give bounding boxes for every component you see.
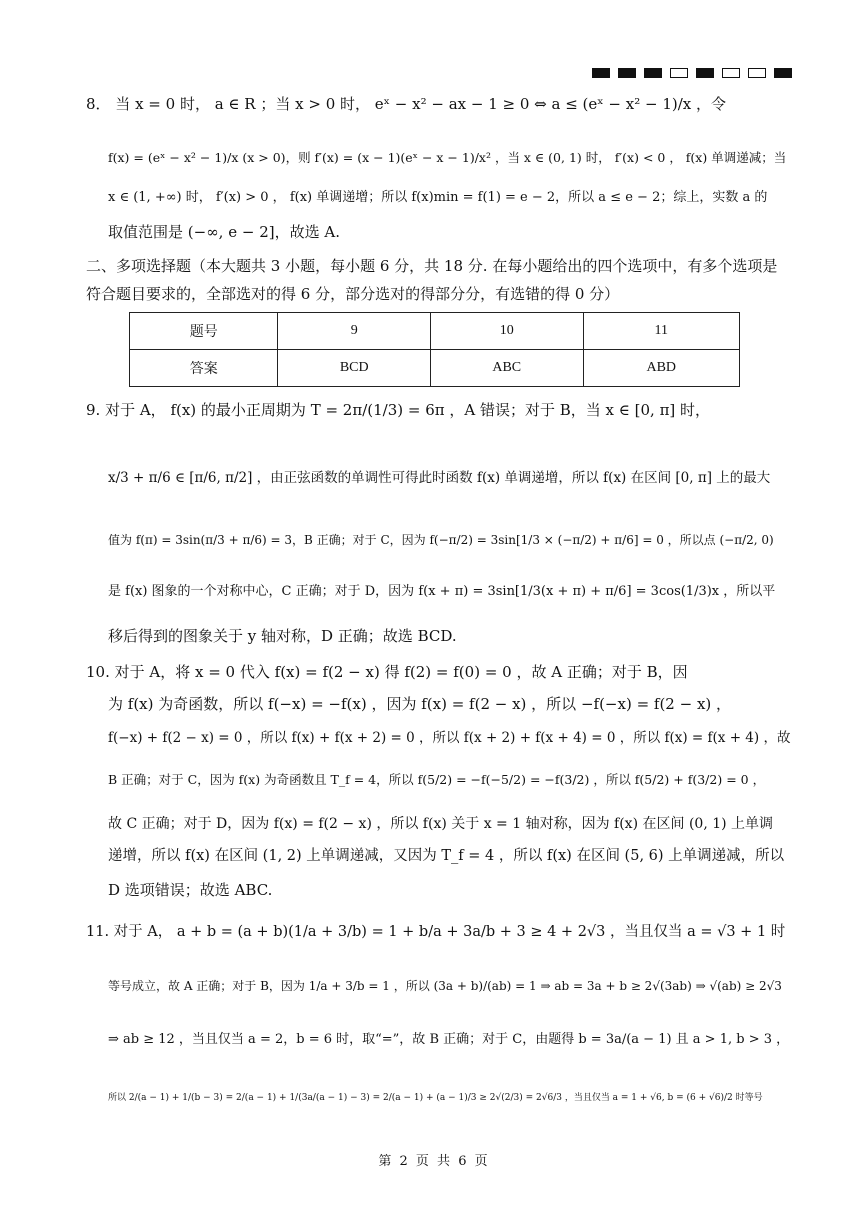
q9-line-3: 值为 f(π) = 3sin(π/3 + π/6) = 3，B 正确；对于 C，因为 f(−π/2) = 3sin[1/3 × (−π/2) + π/6] = 0 ，所以点 (−π/2, 0) bbox=[108, 533, 774, 547]
q11-line-3: ⇒ ab ≥ 12 ，当且仅当 a = 2，b = 6 时，取“=”，故 B 正确；对于 C，由题得 b = 3a/(a − 1) 且 a > 1, b > 3 ， bbox=[108, 1032, 790, 1047]
q8-line-2: f(x) = (eˣ − x² − 1)/x (x > 0)，则 f′(x) = (x − 1)(eˣ − x − 1)/x² ，当 x ∈ (0, 1) 时， f′(x) < 0 ， f(x) 单调递减；当 bbox=[108, 150, 787, 165]
table-cell: 11 bbox=[583, 313, 739, 350]
q8-line-1: 8． 当 x = 0 时， a ∈ R ；当 x > 0 时， eˣ − x² − ax − 1 ≥ 0 ⇔ a ≤ (eˣ − x² − 1)/x ，令 bbox=[86, 95, 726, 113]
q11-line-1: 11. 对于 A， a + b = (a + b)(1/a + 3/b) = 1 + b/a + 3a/b + 3 ≥ 4 + 2√3 ，当且仅当 a = √3 + 1 时 bbox=[86, 924, 786, 940]
q10-line-7: D 选项错误；故选 ABC. bbox=[108, 881, 273, 899]
table-cell: 答案 bbox=[130, 350, 278, 387]
header-mark bbox=[696, 68, 714, 78]
header-mark bbox=[618, 68, 636, 78]
table-row bbox=[130, 350, 740, 387]
section-heading-cont: 符合题目要求的，全部选对的得 6 分，部分选对的得部分分，有选错的得 0 分） bbox=[86, 285, 620, 303]
header-mark bbox=[722, 68, 740, 78]
q8-line-4: 取值范围是 (−∞, e − 2]，故选 A. bbox=[108, 223, 340, 241]
q10-line-1: 10. 对于 A，将 x = 0 代入 f(x) = f(2 − x) 得 f(2) = f(0) = 0 ，故 A 正确；对于 B，因 bbox=[86, 663, 688, 681]
q11-line-4: 所以 2/(a − 1) + 1/(b − 3) = 2/(a − 1) + 1/(3a/(a − 1) − 3) = 2/(a − 1) + (a − 1)/3 ≥ 2√(2/3) = 2√6/3 ，当且仅当 a = 1 + √6, b = (6 + √6)/2 时等号 bbox=[108, 1093, 763, 1103]
header-marks bbox=[592, 68, 792, 78]
q11-line-2: 等号成立，故 A 正确；对于 B，因为 1/a + 3/b = 1 ，所以 (3a + b)/(ab) = 1 ⇒ ab = 3a + b ≥ 2√(3ab) ⇒ √(ab) ≥ 2√3 bbox=[108, 979, 782, 993]
section-heading: 二、多项选择题（本大题共 3 小题，每小题 6 分，共 18 分. 在每小题给出的四个选项中，有多个选项是 bbox=[86, 257, 778, 275]
q10-line-5: 故 C 正确；对于 D，因为 f(x) = f(2 − x) ，所以 f(x) 关于 x = 1 轴对称，因为 f(x) 在区间 (0, 1) 上单调 bbox=[108, 816, 774, 832]
table-row bbox=[130, 313, 740, 350]
table-cell: 10 bbox=[430, 313, 583, 350]
table-cell: ABD bbox=[583, 350, 739, 387]
header-mark bbox=[670, 68, 688, 78]
answer-table bbox=[129, 312, 740, 387]
q10-line-4: B 正确；对于 C，因为 f(x) 为奇函数且 T_f = 4，所以 f(5/2) = −f(−5/2) = −f(3/2) ，所以 f(5/2) + f(3/2) = 0 ， bbox=[108, 772, 766, 787]
q10-line-6: 递增，所以 f(x) 在区间 (1, 2) 上单调递减，又因为 T_f = 4 ，所以 f(x) 在区间 (5, 6) 上单调递减，所以 bbox=[108, 848, 785, 864]
header-mark bbox=[592, 68, 610, 78]
q8-line-3: x ∈ (1, +∞) 时， f′(x) > 0 ， f(x) 单调递增；所以 f(x)min = f(1) = e − 2，所以 a ≤ e − 2；综上，实数 a 的 bbox=[108, 190, 768, 205]
table-cell: 题号 bbox=[130, 313, 278, 350]
q9-line-4: 是 f(x) 图象的一个对称中心，C 正确；对于 D，因为 f(x + π) = 3sin[1/3(x + π) + π/6] = 3cos(1/3)x ，所以平 bbox=[108, 584, 776, 599]
q10-line-2: 为 f(x) 为奇函数，所以 f(−x) = −f(x) ，因为 f(x) = f(2 − x) ，所以 −f(−x) = f(2 − x) ， bbox=[108, 695, 732, 713]
header-mark bbox=[774, 68, 792, 78]
q9-line-2: x/3 + π/6 ∈ [π/6, π/2] ，由正弦函数的单调性可得此时函数 f(x) 单调递增，所以 f(x) 在区间 [0, π] 上的最大 bbox=[108, 470, 771, 486]
q9-line-5: 移后得到的图象关于 y 轴对称，D 正确；故选 BCD. bbox=[108, 627, 457, 645]
header-mark bbox=[748, 68, 766, 78]
q9-line-1: 9. 对于 A， f(x) 的最小正周期为 T = 2π/(1/3) = 6π ，A 错误；对于 B，当 x ∈ [0, π] 时， bbox=[86, 401, 711, 419]
table-cell: 9 bbox=[278, 313, 431, 350]
table-cell: BCD bbox=[278, 350, 431, 387]
header-mark bbox=[644, 68, 662, 78]
page-footer: 第 2 页 共 6 页 bbox=[378, 1154, 490, 1169]
table-cell: ABC bbox=[430, 350, 583, 387]
q10-line-3: f(−x) + f(2 − x) = 0 ，所以 f(x) + f(x + 2) = 0 ，所以 f(x + 2) + f(x + 4) = 0 ，所以 f(x) = f(x + 4) ，故 bbox=[108, 730, 791, 746]
